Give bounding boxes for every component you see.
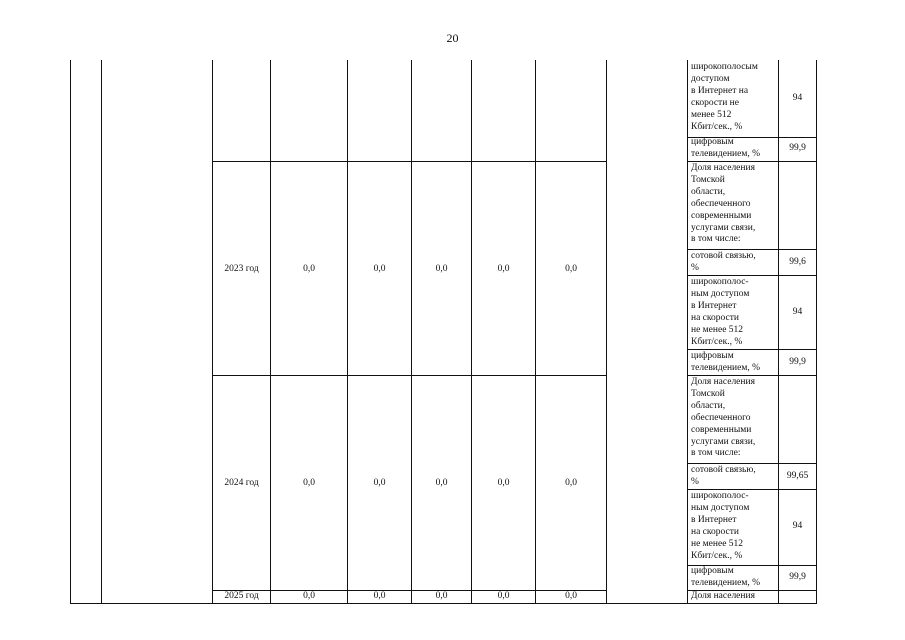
amount-cell: 0,0 xyxy=(303,264,315,274)
table-rule xyxy=(687,249,817,250)
table-rule xyxy=(471,60,472,604)
amount-cell: 0,0 xyxy=(497,478,510,488)
indicator-population-share-label: Доля населения Томской области, обеспеченного современными услугами связи, в том числе: xyxy=(691,377,756,459)
table-rule xyxy=(687,349,817,350)
table-rule xyxy=(347,60,348,604)
indicator-broadband-label: широкополос- ным доступом в Интернет на скорости не менее 512 Кбит/сек., % xyxy=(691,491,750,561)
indicator-population-share-label: Доля населения xyxy=(691,591,755,601)
page-number: 20 xyxy=(446,31,459,45)
table-rule xyxy=(687,463,817,464)
indicator-digital-tv-label: цифровым телевидением, % xyxy=(691,351,761,373)
table-rule xyxy=(606,60,607,604)
indicator-value: 99,9 xyxy=(789,572,806,582)
year-cell: 2023 год xyxy=(224,264,259,274)
indicator-cellular-label: сотовой связью, % xyxy=(691,251,756,273)
indicator-broadband-label: широкополос- ным доступом в Интернет на скорости не менее 512 Кбит/сек., % xyxy=(691,277,750,347)
table-rule xyxy=(411,60,412,604)
indicator-value: 94 xyxy=(792,93,803,103)
amount-cell: 0,0 xyxy=(303,478,315,488)
indicator-value: 94 xyxy=(792,307,803,317)
amount-cell: 0,0 xyxy=(565,591,577,601)
indicator-digital-tv-label: цифровым телевидением, % xyxy=(691,137,761,159)
table-rule xyxy=(816,60,817,604)
table-rule xyxy=(687,375,817,376)
year-cell: 2024 год xyxy=(224,478,259,488)
amount-cell: 0,0 xyxy=(373,591,386,601)
amount-cell: 0,0 xyxy=(435,591,448,601)
indicator-value: 94 xyxy=(792,521,803,531)
table-rule xyxy=(70,603,817,604)
indicator-value: 99,65 xyxy=(786,471,809,481)
table-rule xyxy=(212,161,607,162)
amount-cell: 0,0 xyxy=(303,591,315,601)
indicator-value: 99,9 xyxy=(789,357,806,367)
table-rule xyxy=(270,60,271,604)
table-rule xyxy=(687,161,817,162)
indicator-population-share-label: Доля населения Томской области, обеспеченного современными услугами связи, в том числе: xyxy=(691,163,756,245)
amount-cell: 0,0 xyxy=(497,264,510,274)
table-rule xyxy=(101,60,102,604)
table-rule xyxy=(687,60,688,604)
amount-cell: 0,0 xyxy=(565,264,577,274)
year-cell: 2025 год xyxy=(224,591,259,601)
amount-cell: 0,0 xyxy=(497,591,510,601)
indicator-value: 99,9 xyxy=(789,143,806,153)
indicator-broadband-label: широкополосым доступом в Интернет на скорости не менее 512 Кбит/сек., % xyxy=(691,62,758,132)
table-rule xyxy=(687,489,817,490)
amount-cell: 0,0 xyxy=(435,264,448,274)
amount-cell: 0,0 xyxy=(565,478,577,488)
amount-cell: 0,0 xyxy=(373,264,386,274)
table-rule xyxy=(687,275,817,276)
table-rule xyxy=(535,60,536,604)
amount-cell: 0,0 xyxy=(435,478,448,488)
table-rule xyxy=(212,60,213,604)
indicator-cellular-label: сотовой связью, % xyxy=(691,465,756,487)
amount-cell: 0,0 xyxy=(373,478,386,488)
table-rule xyxy=(212,375,607,376)
indicator-value: 99,6 xyxy=(789,257,806,267)
table-rule xyxy=(70,60,71,604)
indicator-digital-tv-label: цифровым телевидением, % xyxy=(691,566,761,588)
